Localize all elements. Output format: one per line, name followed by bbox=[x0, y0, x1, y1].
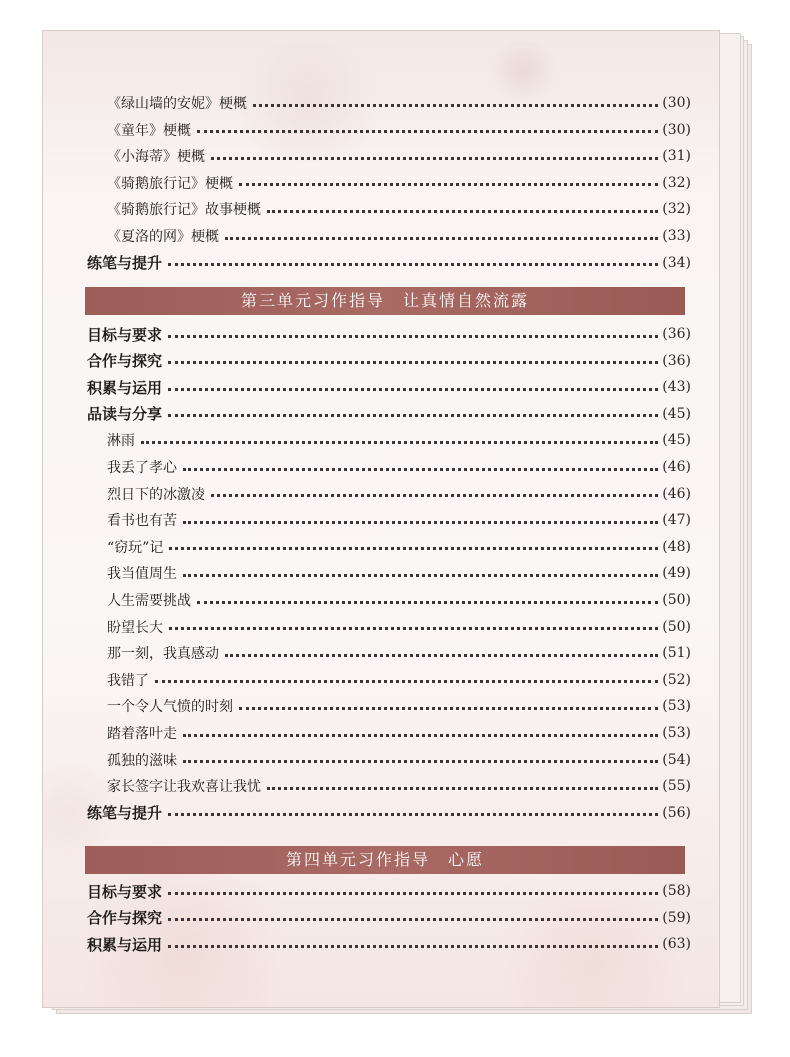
table-of-contents-page bbox=[42, 30, 720, 1008]
toc-entry-title: 一个令人气愤的时刻 bbox=[107, 699, 233, 716]
dot-leader bbox=[155, 680, 658, 683]
toc-entry-page-number: (34) bbox=[662, 254, 691, 271]
dot-leader bbox=[141, 441, 658, 444]
toc-entry-title: 淋雨 bbox=[107, 433, 135, 450]
toc-entry[interactable] bbox=[43, 800, 719, 826]
toc-entry[interactable] bbox=[43, 117, 719, 143]
toc-entry[interactable] bbox=[43, 454, 719, 480]
toc-entry-page-number: (43) bbox=[662, 379, 691, 396]
toc-entry[interactable] bbox=[43, 587, 719, 613]
toc-entry-title: 《夏洛的网》梗概 bbox=[107, 229, 219, 245]
toc-entry[interactable] bbox=[43, 507, 719, 533]
dot-leader bbox=[183, 734, 658, 737]
dot-leader bbox=[225, 237, 658, 240]
toc-entry[interactable] bbox=[43, 720, 719, 746]
toc-entry-title: 家长签字让我欢喜让我忧 bbox=[107, 779, 261, 796]
toc-entry[interactable] bbox=[43, 931, 719, 957]
toc-entry-title: 我当值周生 bbox=[107, 566, 177, 583]
toc-entry[interactable] bbox=[43, 560, 719, 586]
toc-entry-title: 练笔与提升 bbox=[87, 804, 163, 823]
toc-entry-title: 《骑鹅旅行记》故事梗概 bbox=[107, 202, 261, 219]
toc-entry-title: 合作与探究 bbox=[87, 909, 163, 928]
dot-leader bbox=[211, 157, 658, 160]
toc-entry[interactable] bbox=[43, 481, 719, 507]
toc-entry-page-number: (33) bbox=[662, 228, 691, 244]
toc-entry-title: 孤独的滋味 bbox=[107, 752, 177, 769]
dot-leader bbox=[183, 521, 658, 524]
unit-section-banner: 第四单元习作指导 心愿 bbox=[85, 846, 685, 874]
toc-entry-title: 《小海蒂》梗概 bbox=[107, 149, 205, 166]
toc-entry[interactable] bbox=[43, 321, 719, 347]
toc-entry-page-number: (50) bbox=[662, 592, 691, 608]
toc-entry-page-number: (53) bbox=[662, 725, 691, 741]
toc-entry-title: 合作与探究 bbox=[87, 352, 163, 371]
toc-entry[interactable] bbox=[43, 348, 719, 374]
toc-entry-page-number: (51) bbox=[662, 645, 691, 662]
dot-leader bbox=[197, 601, 658, 604]
dot-leader bbox=[239, 707, 658, 710]
dot-leader bbox=[169, 547, 658, 550]
dot-leader bbox=[168, 335, 658, 338]
toc-entry-page-number: (36) bbox=[662, 326, 691, 342]
dot-leader bbox=[168, 918, 658, 921]
dot-leader bbox=[168, 813, 658, 816]
toc-entry-title: 目标与要求 bbox=[87, 325, 163, 344]
dot-leader bbox=[168, 892, 658, 895]
dot-leader bbox=[168, 945, 658, 948]
dot-leader bbox=[267, 210, 658, 213]
toc-entry-title: 踏着落叶走 bbox=[107, 726, 177, 742]
toc-entry-page-number: (46) bbox=[662, 485, 691, 502]
toc-entry[interactable] bbox=[43, 143, 719, 169]
dot-leader bbox=[225, 654, 658, 657]
toc-entry[interactable] bbox=[43, 250, 719, 276]
toc-entry-page-number: (49) bbox=[662, 565, 691, 582]
dot-leader bbox=[253, 104, 658, 107]
toc-entry[interactable] bbox=[43, 374, 719, 400]
dot-leader bbox=[197, 130, 658, 133]
toc-entry-page-number: (36) bbox=[662, 352, 691, 369]
toc-entry-title: 积累与运用 bbox=[87, 378, 163, 397]
dot-leader bbox=[168, 414, 658, 417]
dot-leader bbox=[183, 760, 658, 763]
dot-leader bbox=[169, 627, 658, 630]
toc-entry-title: 品读与分享 bbox=[87, 405, 163, 424]
toc-entry-title: “窃玩”记 bbox=[107, 539, 164, 556]
toc-entry-title: 盼望长大 bbox=[107, 619, 163, 636]
toc-entry-page-number: (30) bbox=[662, 121, 691, 138]
toc-entry-page-number: (56) bbox=[662, 804, 691, 821]
dot-leader bbox=[168, 361, 658, 364]
book-page-stack bbox=[42, 30, 752, 1015]
toc-entry[interactable] bbox=[43, 170, 719, 196]
toc-entry[interactable] bbox=[43, 196, 719, 222]
toc-entry[interactable] bbox=[43, 640, 719, 666]
dot-leader bbox=[239, 183, 658, 186]
toc-entry-page-number: (52) bbox=[662, 671, 691, 688]
toc-entry[interactable] bbox=[43, 90, 719, 116]
toc-entry-title: 积累与运用 bbox=[87, 935, 163, 954]
toc-entry-title: 练笔与提升 bbox=[87, 254, 163, 273]
dot-leader bbox=[183, 574, 658, 577]
toc-entry-title: 我丢了孝心 bbox=[107, 460, 177, 476]
toc-entry-title: 那一刻，我真感动 bbox=[107, 646, 219, 663]
toc-entry[interactable] bbox=[43, 747, 719, 773]
toc-entry-page-number: (45) bbox=[662, 405, 691, 422]
toc-entry[interactable] bbox=[43, 878, 719, 904]
toc-entry-title: 《骑鹅旅行记》梗概 bbox=[107, 175, 233, 192]
dot-leader bbox=[183, 468, 658, 471]
toc-entry-title: 我错了 bbox=[107, 672, 149, 689]
toc-entry-page-number: (32) bbox=[662, 174, 691, 191]
toc-entry-page-number: (30) bbox=[662, 95, 691, 111]
toc-entry-page-number: (31) bbox=[662, 148, 691, 165]
toc-entry-title: 《绿山墙的安妮》梗概 bbox=[107, 96, 247, 112]
toc-entry-title: 人生需要挑战 bbox=[107, 593, 191, 609]
toc-entry-page-number: (58) bbox=[662, 883, 691, 899]
toc-entry[interactable] bbox=[43, 534, 719, 560]
toc-entry[interactable] bbox=[43, 427, 719, 453]
toc-entry[interactable] bbox=[43, 401, 719, 427]
toc-entry-page-number: (50) bbox=[662, 618, 691, 635]
toc-entry[interactable] bbox=[43, 223, 719, 249]
toc-entry-page-number: (46) bbox=[662, 459, 691, 475]
dot-leader bbox=[211, 494, 658, 497]
toc-entry-title: 目标与要求 bbox=[87, 882, 163, 901]
toc-entry-page-number: (48) bbox=[662, 538, 691, 555]
dot-leader bbox=[267, 787, 658, 790]
toc-entry-page-number: (59) bbox=[662, 909, 691, 926]
toc-entry[interactable] bbox=[43, 693, 719, 719]
toc-entry-page-number: (53) bbox=[662, 698, 691, 715]
toc-entry-page-number: (45) bbox=[662, 432, 691, 449]
toc-entry-page-number: (54) bbox=[662, 751, 691, 768]
dot-leader bbox=[168, 388, 658, 391]
toc-entry-title: 《童年》梗概 bbox=[107, 122, 191, 139]
unit-section-banner: 第三单元习作指导 让真情自然流露 bbox=[85, 287, 685, 315]
toc-entry-title: 烈日下的冰激凌 bbox=[107, 486, 205, 503]
toc-entry[interactable] bbox=[43, 667, 719, 693]
toc-entry-page-number: (32) bbox=[662, 201, 691, 218]
toc-entry-page-number: (55) bbox=[662, 778, 691, 795]
toc-entry[interactable] bbox=[43, 614, 719, 640]
toc-entry-page-number: (47) bbox=[662, 512, 691, 529]
toc-entry[interactable] bbox=[43, 905, 719, 931]
toc-entry-title: 看书也有苦 bbox=[107, 513, 177, 530]
dot-leader bbox=[168, 263, 658, 266]
toc-entry-page-number: (63) bbox=[662, 936, 691, 953]
toc-entry[interactable] bbox=[43, 773, 719, 799]
